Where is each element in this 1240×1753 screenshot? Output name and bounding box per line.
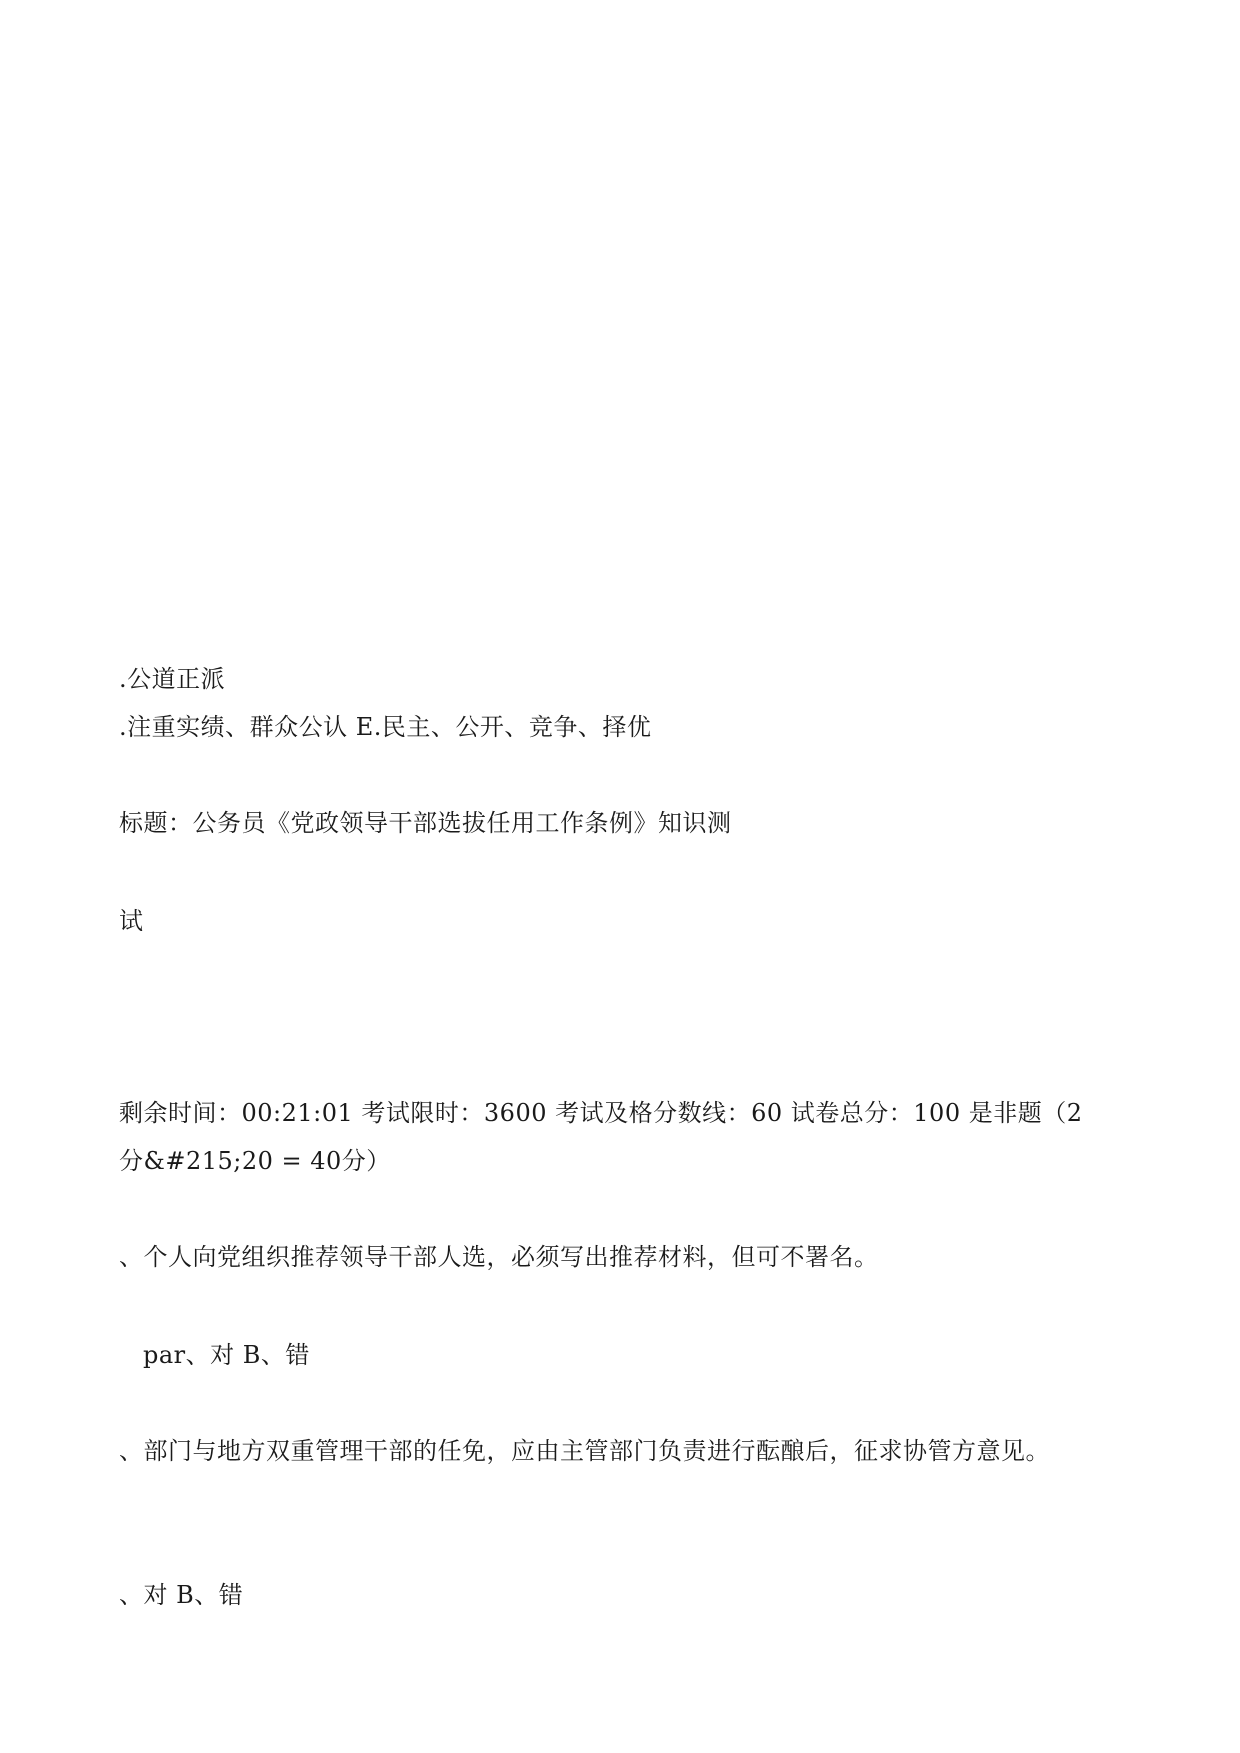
question-2: 、部门与地方双重管理干部的任免，应由主管部门负责进行酝酿后，征求协管方意见。 — [119, 1437, 1050, 1465]
exam-info-line-continued: 分&#215;20 = 40分） — [119, 1147, 391, 1175]
option-line-shiji: .注重实绩、群众公认 E.民主、公开、竞争、择优 — [119, 713, 652, 741]
question-2-options: 、对 B、错 — [119, 1581, 244, 1609]
question-1-options: par、对 B、错 — [143, 1341, 310, 1369]
question-1: 、个人向党组织推荐领导干部人选，必须写出推荐材料，但可不署名。 — [119, 1243, 879, 1271]
title-line-continued: 试 — [119, 907, 144, 935]
title-line: 标题：公务员《党政领导干部选拔任用工作条例》知识测 — [119, 809, 732, 837]
option-line-gongdao: .公道正派 — [119, 665, 226, 693]
exam-info-line: 剩余时间：00:21:01 考试限时：3600 考试及格分数线：60 试卷总分：100 是非题（2 — [119, 1099, 1083, 1127]
